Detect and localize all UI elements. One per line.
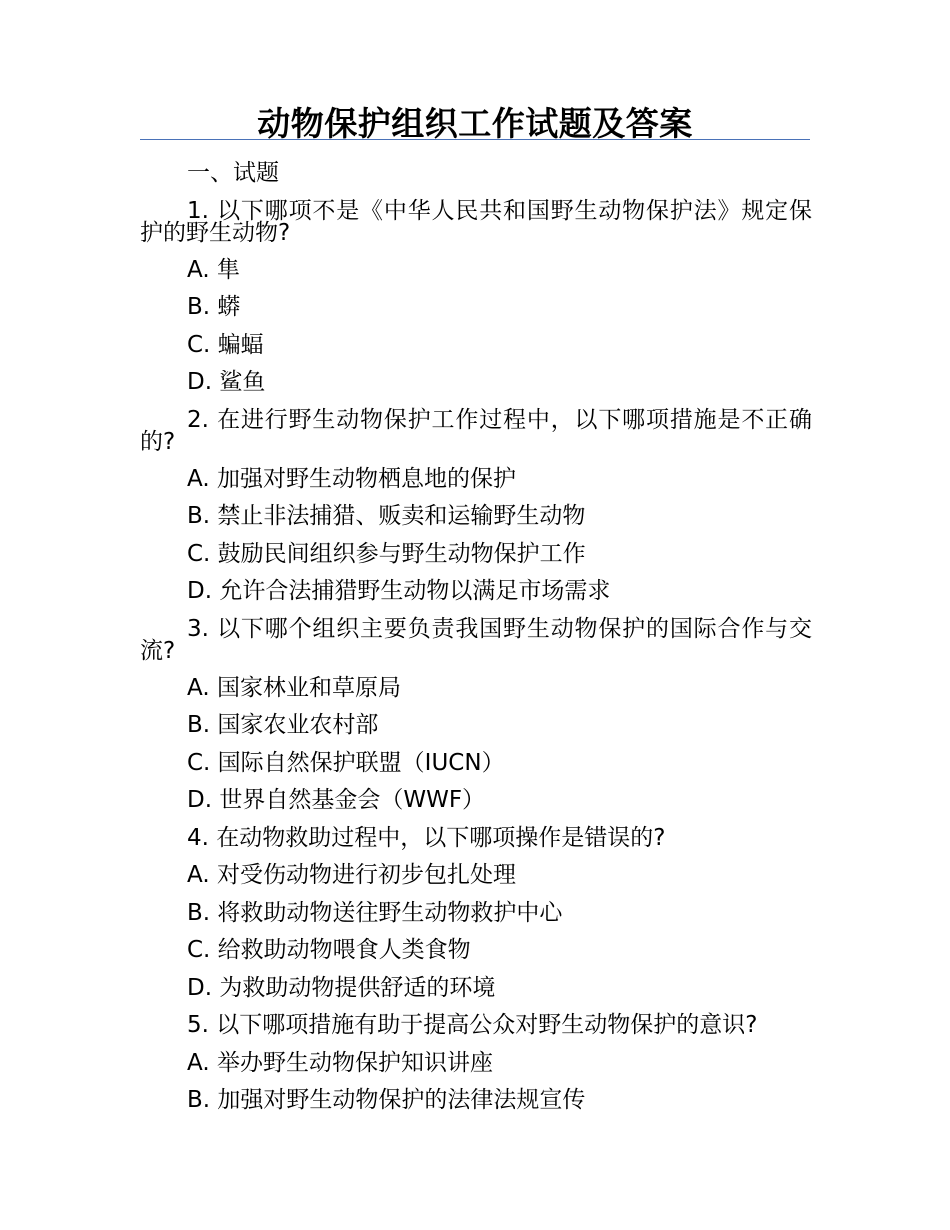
question-4-option-b: B. 将救助动物送往野生动物救护中心 xyxy=(187,899,563,926)
question-1: 1. 以下哪项不是《中华人民共和国野生动物保护法》规定保护的野生动物? xyxy=(140,197,812,246)
question-4: 4. 在动物救助过程中，以下哪项操作是错误的? xyxy=(187,824,666,851)
question-4-option-a: A. 对受伤动物进行初步包扎处理 xyxy=(187,862,516,888)
question-5-option-b: B. 加强对野生动物保护的法律法规宣传 xyxy=(187,1087,586,1113)
question-4-option-d: D. 为救助动物提供舒适的环境 xyxy=(187,974,496,1001)
question-1-option-b: B. 蟒 xyxy=(187,294,241,320)
question-1-option-c: C. 蝙蝠 xyxy=(187,331,264,358)
question-1-option-d: D. 鲨鱼 xyxy=(187,369,266,395)
question-1-option-a: A. 隼 xyxy=(187,256,240,283)
question-2-option-b: B. 禁止非法捕猎、贩卖和运输野生动物 xyxy=(187,503,586,529)
question-5: 5. 以下哪项措施有助于提高公众对野生动物保护的意识? xyxy=(187,1012,758,1038)
question-2-option-d: D. 允许合法捕猎野生动物以满足市场需求 xyxy=(187,578,611,604)
question-2: 2. 在进行野生动物保护工作过程中，以下哪项措施是不正确的? xyxy=(140,406,812,455)
question-2-option-a: A. 加强对野生动物栖息地的保护 xyxy=(187,465,516,492)
section-heading: 一、试题 xyxy=(187,160,279,186)
question-5-option-a: A. 举办野生动物保护知识讲座 xyxy=(187,1049,493,1076)
document-body xyxy=(140,155,812,1120)
document-title: 动物保护组织工作试题及答案 xyxy=(257,104,693,143)
question-3-option-a: A. 国家林业和草原局 xyxy=(187,674,401,701)
question-3: 3. 以下哪个组织主要负责我国野生动物保护的国际合作与交流? xyxy=(140,615,812,664)
title-underline xyxy=(140,139,810,140)
question-3-option-c: C. 国际自然保护联盟（IUCN） xyxy=(187,749,505,776)
question-2-option-c: C. 鼓励民间组织参与野生动物保护工作 xyxy=(187,540,586,567)
question-3-option-d: D. 世界自然基金会（WWF） xyxy=(187,787,486,813)
question-3-option-b: B. 国家农业农村部 xyxy=(187,712,379,738)
question-4-option-c: C. 给救助动物喂食人类食物 xyxy=(187,937,471,963)
